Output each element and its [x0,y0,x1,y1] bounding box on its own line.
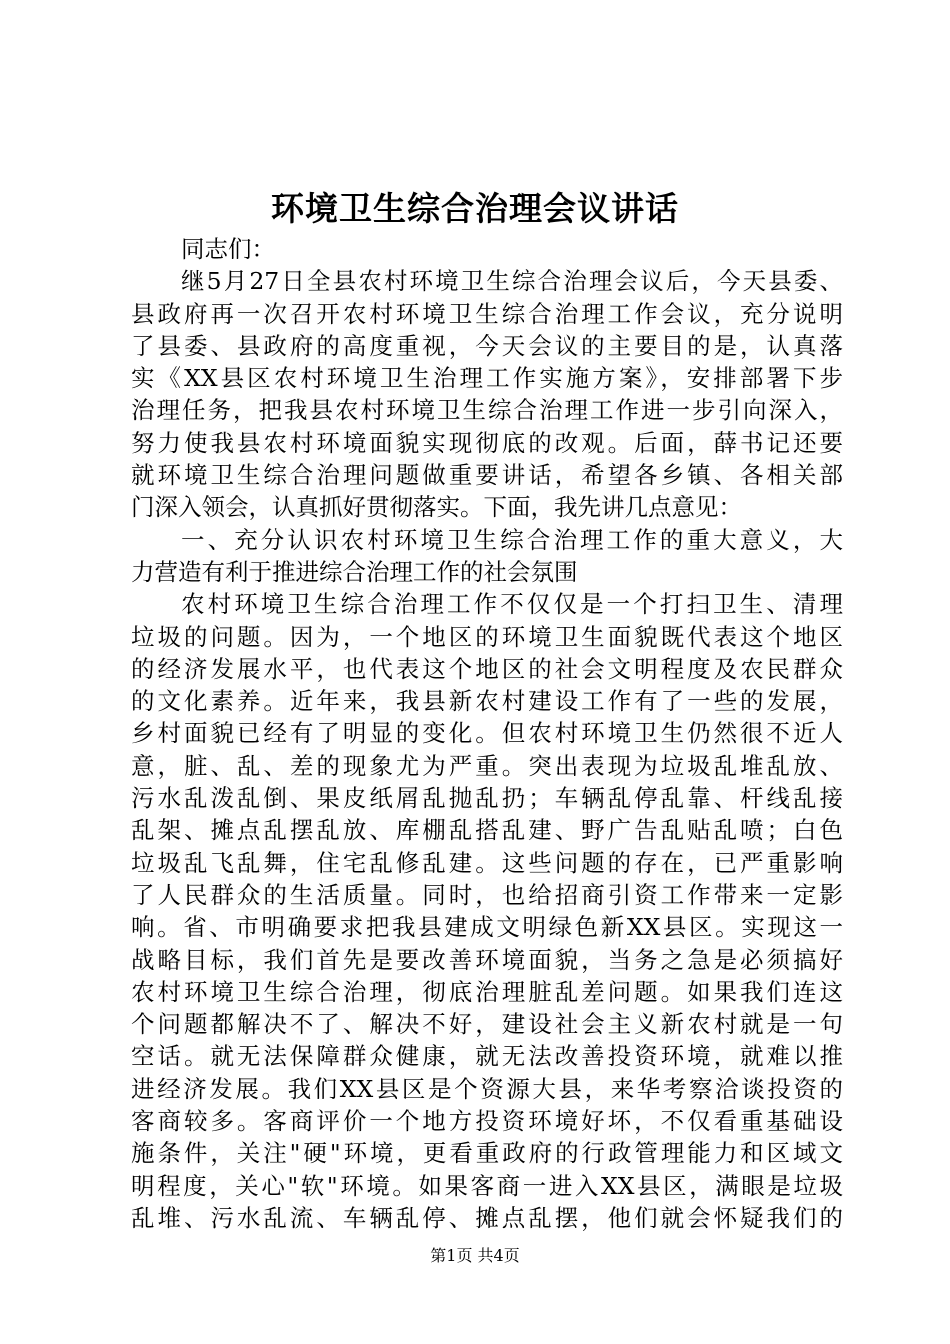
text-line: 响。省、市明确要求把我县建成文明绿色新XX县区。实现这一 [131,913,843,942]
text-line: 门深入领会，认真抓好贯彻落实。下面，我先讲几点意见： [131,493,742,522]
text-line: 力营造有利于推进综合治理工作的社会氛围 [131,557,578,586]
text-line: 污水乱泼乱倒、果皮纸屑乱抛乱扔；车辆乱停乱靠、杆线乱接 [131,784,843,813]
text-line: 治理任务，把我县农村环境卫生综合治理工作进一步引向深入， [131,396,843,425]
text-line: 了县委、县政府的高度重视，今天会议的主要目的是，认真落 [131,331,843,360]
document-body [131,233,843,1234]
text-line: 的文化素养。近年来，我县新农村建设工作有了一些的发展， [131,687,843,716]
text-line: 努力使我县农村环境面貌实现彻底的改观。后面，薛书记还要 [131,428,843,457]
document-title: 环境卫生综合治理会议讲话 [271,189,679,228]
text-line: 空话。就无法保障群众健康，就无法改善投资环境，就难以推 [131,1042,843,1071]
text-line: 县政府再一次召开农村环境卫生综合治理工作会议，充分说明 [131,299,843,328]
text-line: 垃圾乱飞乱舞，住宅乱修乱建。这些问题的存在，已严重影响 [131,848,843,877]
text-line: 乱堆、污水乱流、车辆乱停、摊点乱摆，他们就会怀疑我们的 [131,1203,843,1232]
page-footer: 第1页 共4页 [430,1246,520,1265]
text-line: 施条件，关注"硬"环境，更看重政府的行政管理能力和区域文 [131,1139,843,1168]
text-line: 就环境卫生综合治理问题做重要讲话，希望各乡镇、各相关部 [131,461,843,490]
text-line: 乡村面貌已经有了明显的变化。但农村环境卫生仍然很不近人 [131,719,843,748]
text-line: 实《XX县区农村环境卫生治理工作实施方案》，安排部署下步 [131,364,843,393]
text-line: 战略目标，我们首先是要改善环境面貌，当务之急是必须搞好 [131,945,843,974]
text-line: 的经济发展水平，也代表这个地区的社会文明程度及农民群众 [131,654,843,683]
text-line: 垃圾的问题。因为，一个地区的环境卫生面貌既代表这个地区 [131,622,843,651]
text-line: 同志们： [181,235,275,263]
text-line: 乱架、摊点乱摆乱放、库棚乱搭乱建、野广告乱贴乱喷；白色 [131,816,843,845]
text-line: 意，脏、乱、差的现象尤为严重。突出表现为垃圾乱堆乱放、 [131,751,843,780]
text-line: 继5月27日全县农村环境卫生综合治理会议后，今天县委、 [181,267,843,296]
text-line: 了人民群众的生活质量。同时，也给招商引资工作带来一定影 [131,880,843,909]
text-line: 进经济发展。我们XX县区是个资源大县，来华考察洽谈投资的 [131,1074,843,1103]
text-line: 农村环境卫生综合治理，彻底治理脏乱差问题。如果我们连这 [131,977,843,1006]
text-line: 个问题都解决不了、解决不好，建设社会主义新农村就是一句 [131,1010,843,1039]
text-line: 明程度，关心"软"环境。如果客商一进入XX县区，满眼是垃圾 [131,1171,843,1200]
text-line: 客商较多。客商评价一个地方投资环境好坏，不仅看重基础设 [131,1107,843,1136]
text-line: 一、充分认识农村环境卫生综合治理工作的重大意义，大 [181,525,843,554]
text-line: 农村环境卫生综合治理工作不仅仅是一个打扫卫生、清理 [181,590,843,619]
